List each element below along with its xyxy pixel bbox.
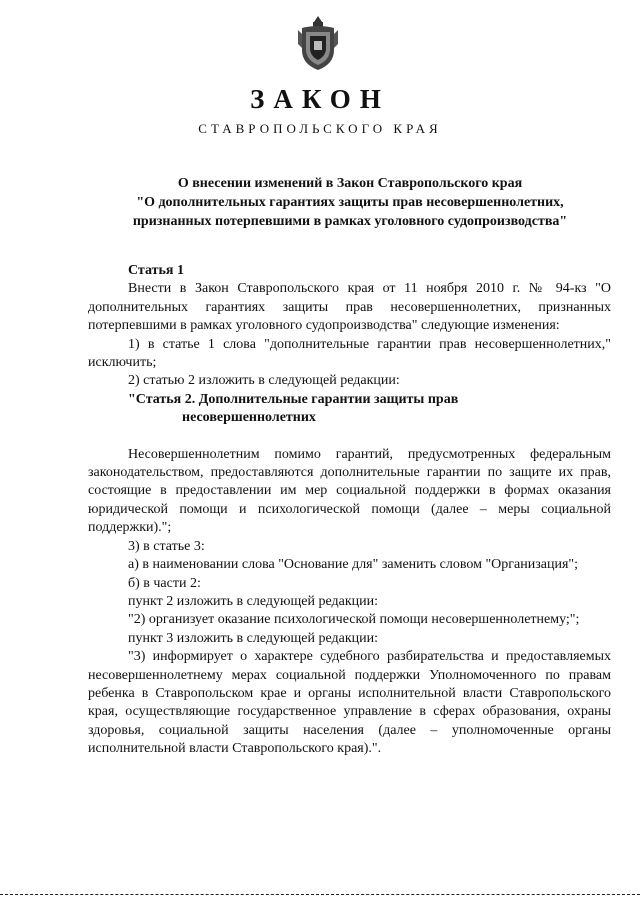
paragraph: б) в части 2: [128, 575, 201, 591]
article-title: Статья 1 [128, 263, 184, 278]
paragraph: а) в наименовании слова "Основание для" заменить словом "Организация"; [128, 557, 578, 573]
law-body [88, 262, 611, 759]
paragraph: "2) организует оказание психологической помощи несовершеннолетнему;"; [128, 612, 580, 628]
heading-line: О внесении изменений в Закон Ставропольского края [177, 176, 523, 191]
heading-line: признанных потерпевшими в рамках уголовного судопроизводства" [132, 214, 568, 229]
quoted-heading-line: "Статья 2. Дополнительные гарантии защиты прав [128, 391, 459, 407]
paragraph: 3) в статье 3: [128, 538, 205, 554]
paragraph: Несовершеннолетним помимо гарантий, предусмотренных федеральным законодательством, предоставляются дополнительные гарантии по защите их прав, состоящие в предоставлении им мер социальной поддержки в формах оказания юридической помощи и психологической помощи (далее – меры социальной поддержки)."; [88, 446, 611, 536]
law-heading [100, 174, 600, 231]
paragraph: Внести в Закон Ставропольского края от 11 ноября 2010 г. № 94-кз "О дополнительных гарантиях защиты прав несовершеннолетних, признанных потерпевшими в рамках уголовного судопроизводства" следующие изменения: [88, 281, 611, 334]
page-bottom-rule [0, 894, 640, 896]
paragraph: пункт 3 изложить в следующей редакции: [128, 630, 378, 646]
law-subtitle: СТАВРОПОЛЬСКОГО КРАЯ [198, 121, 442, 136]
quoted-article-heading [128, 391, 611, 428]
paragraph: 2) статью 2 изложить в следующей редакции: [128, 373, 400, 389]
heading-line: "О дополнительных гарантиях защиты прав несовершеннолетних, [136, 195, 564, 210]
paragraph: пункт 2 изложить в следующей редакции: [128, 593, 378, 609]
coat-of-arms-emblem [296, 14, 340, 72]
law-title: ЗАКОН [250, 84, 390, 114]
quoted-heading-line: несовершеннолетних [182, 410, 316, 426]
paragraph: 1) в статье 1 слова "дополнительные гарантии прав несовершеннолетних," исключить; [88, 336, 611, 371]
paragraph: "3) информирует о характере судебного разбирательства и предоставляемых несовершеннолетнему мерах социальной поддержки Уполномоченного по правам ребенка в Ставропольском крае и органы исполнительной власти Ставропольского края, осуществляющие государственное управление в сферах образования, охраны здоровья, социальной защиты населения (далее – уполномоченные органы исполнительной власти Ставропольского края).". [88, 649, 611, 757]
